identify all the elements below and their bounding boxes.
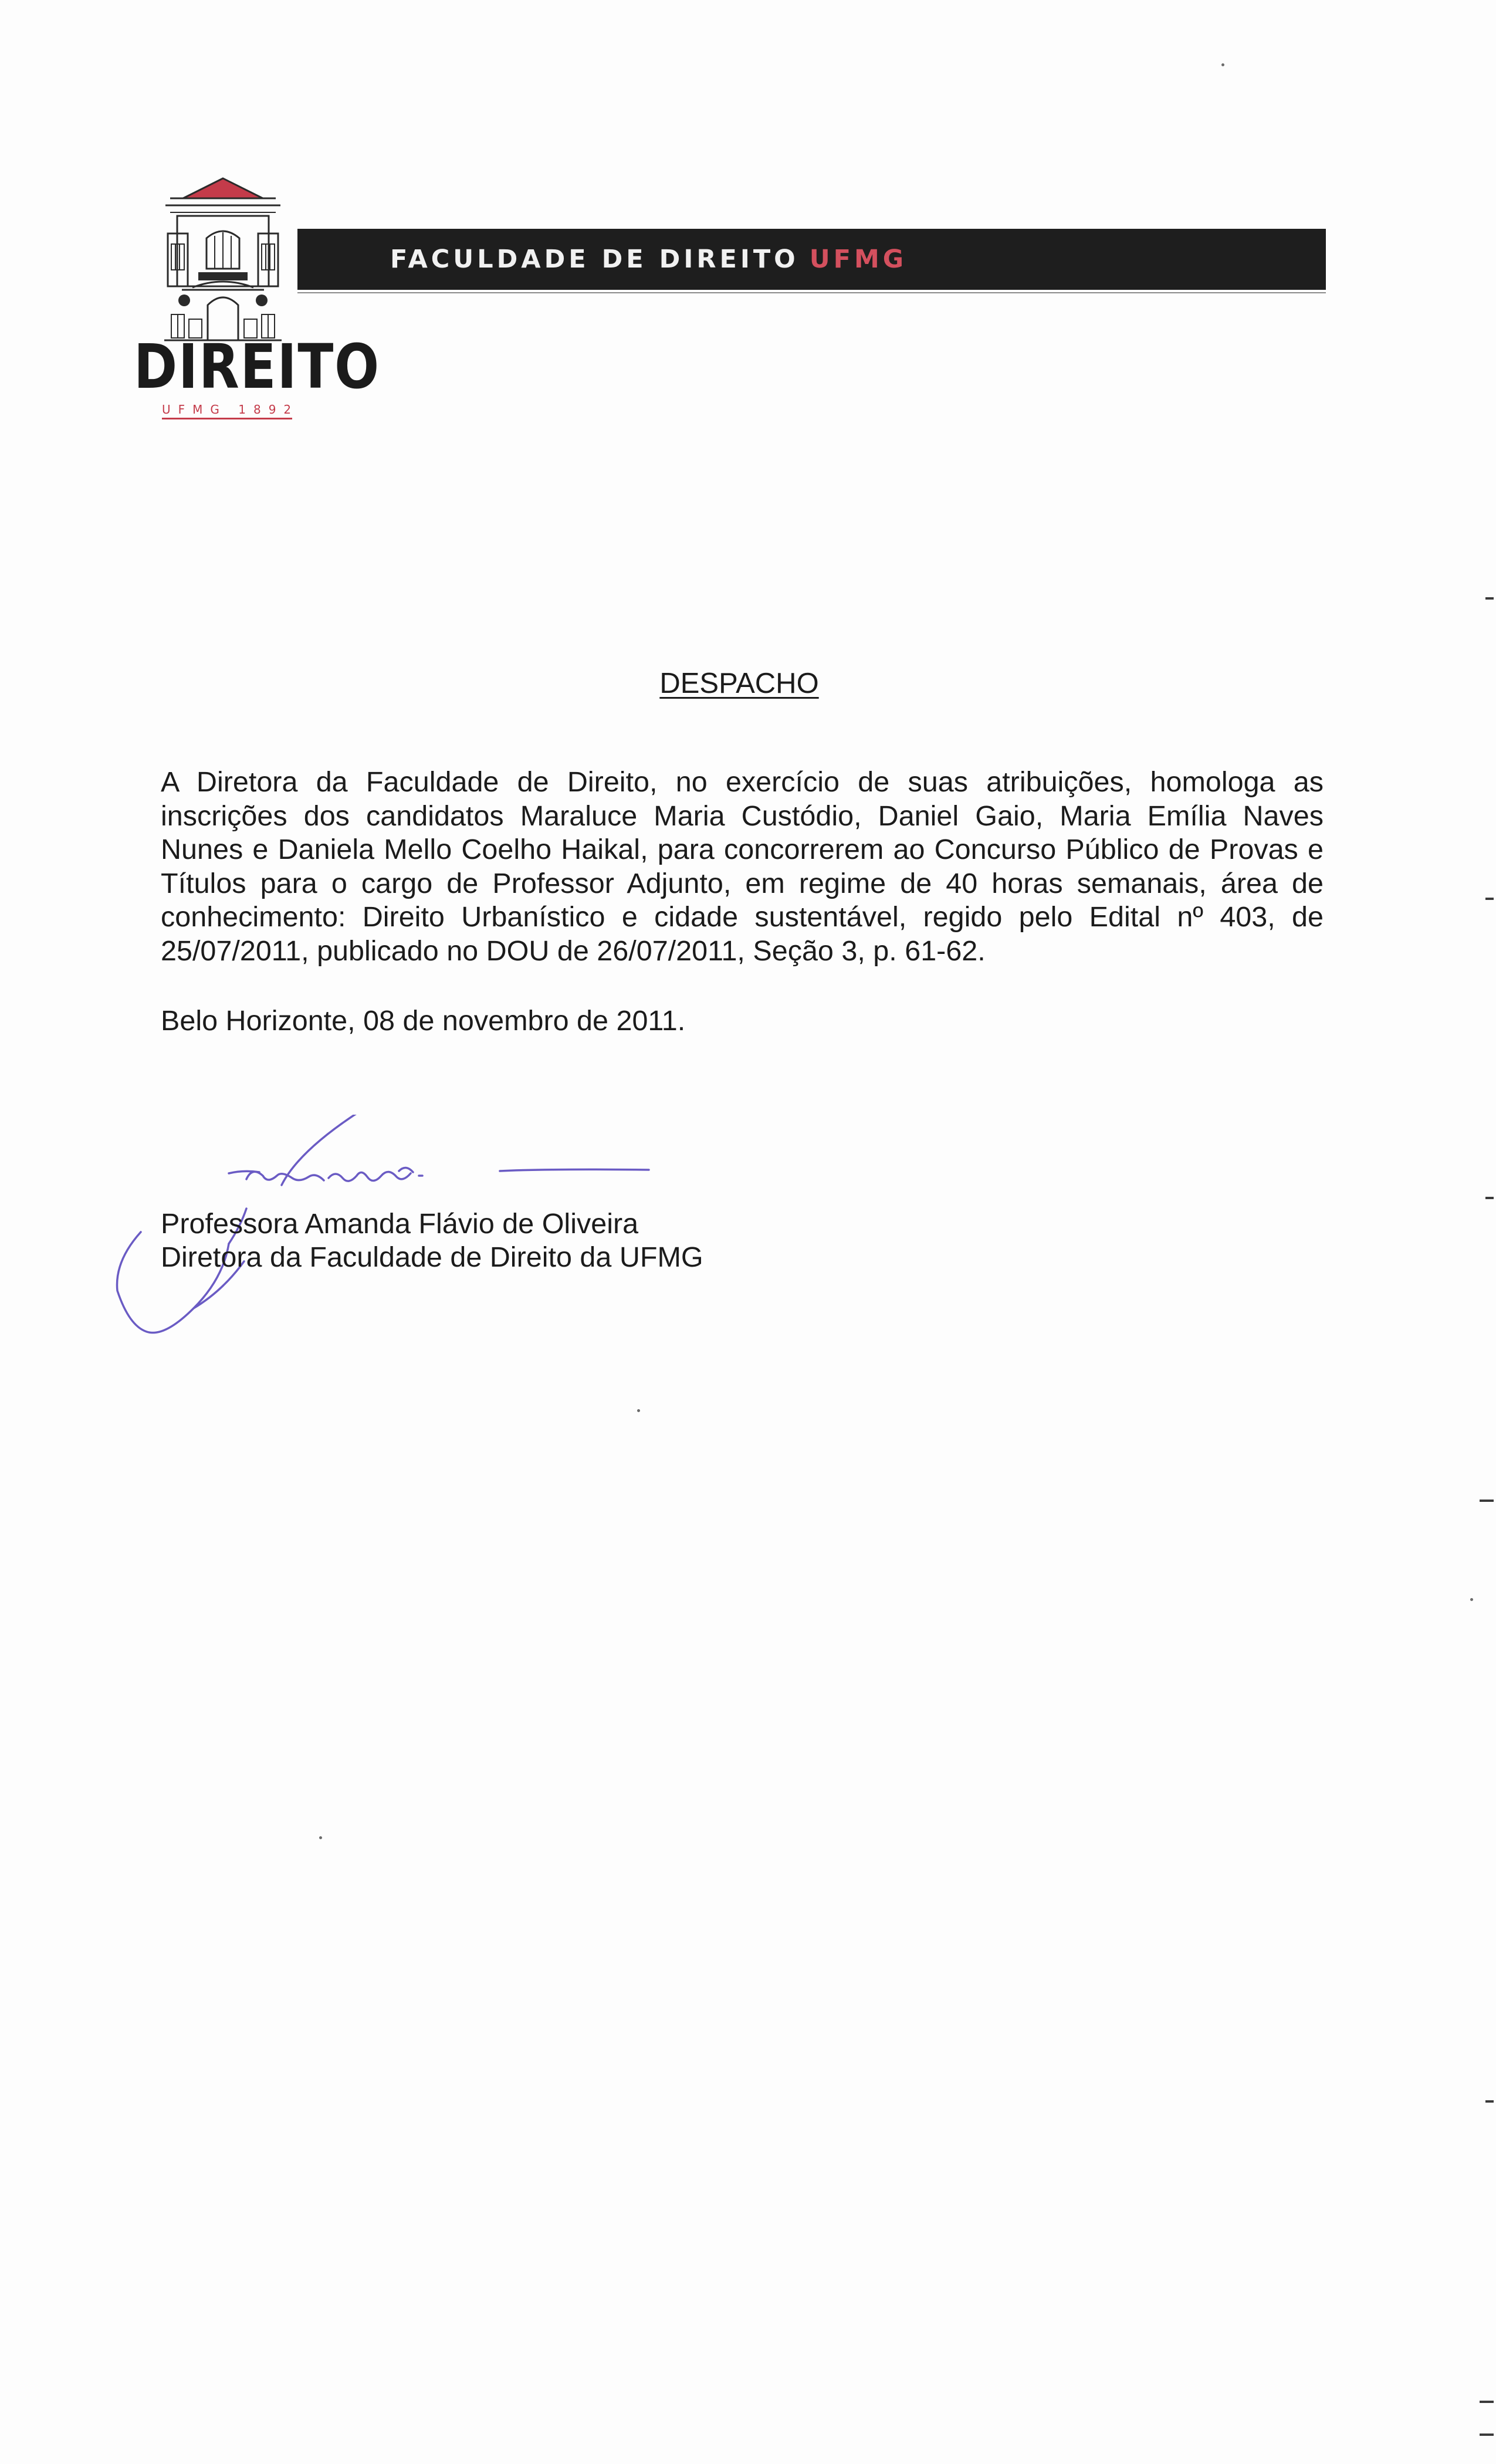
scan-speck [319, 1836, 322, 1839]
letterhead-faculty-name: FACULDADE DE DIREITO [390, 245, 799, 274]
signer-name: Professora Amanda Flávio de Oliveira [161, 1208, 639, 1240]
document-body: A Diretora da Faculdade de Direito, no exercício de suas atribuições, homologa as inscrições dos candidatos Maraluce Maria Custódio, Daniel Gaio, Maria Emília Naves Nunes e Daniela Mello Coelho Haikal, para concorrerem ao Concurso Público de Provas e Títulos para o cargo de Professor Adjunto, em regime de 40 horas semanais, área de conhecimento: Direito Urbanístico e cidade sustentável, regido pelo Edital nº 403, de 25/07/2011, publicado no DOU de 26/07/2011, Seção 3, p. 61-62. [161, 766, 1324, 967]
signer-role: Diretora da Faculdade de Direito da UFMG [161, 1241, 703, 1273]
logo-wordmark: DIREITO [134, 331, 380, 402]
letterhead-university-name: UFMG [809, 245, 908, 274]
scan-edge-mark [1485, 597, 1494, 600]
document-title: DESPACHO [659, 668, 819, 699]
letterhead-bar [297, 229, 1326, 290]
scan-speck [1221, 63, 1224, 66]
document-place-date: Belo Horizonte, 08 de novembro de 2011. [161, 1005, 686, 1037]
logo-subline: UFMG 1892 [162, 402, 299, 417]
scan-edge-mark [1485, 2100, 1494, 2103]
faculty-building-icon [147, 175, 299, 342]
scan-edge-mark [1485, 898, 1494, 900]
scan-speck [637, 1409, 640, 1412]
scan-edge-mark [1480, 1500, 1494, 1502]
scan-speck [1470, 1598, 1473, 1601]
faculty-logo [134, 175, 380, 417]
logo-subline-rule [162, 418, 292, 419]
scan-edge-mark [1480, 2401, 1494, 2403]
scan-edge-mark [1485, 1197, 1494, 1199]
letterhead-rule [297, 292, 1326, 293]
scan-edge-mark [1480, 2433, 1494, 2436]
